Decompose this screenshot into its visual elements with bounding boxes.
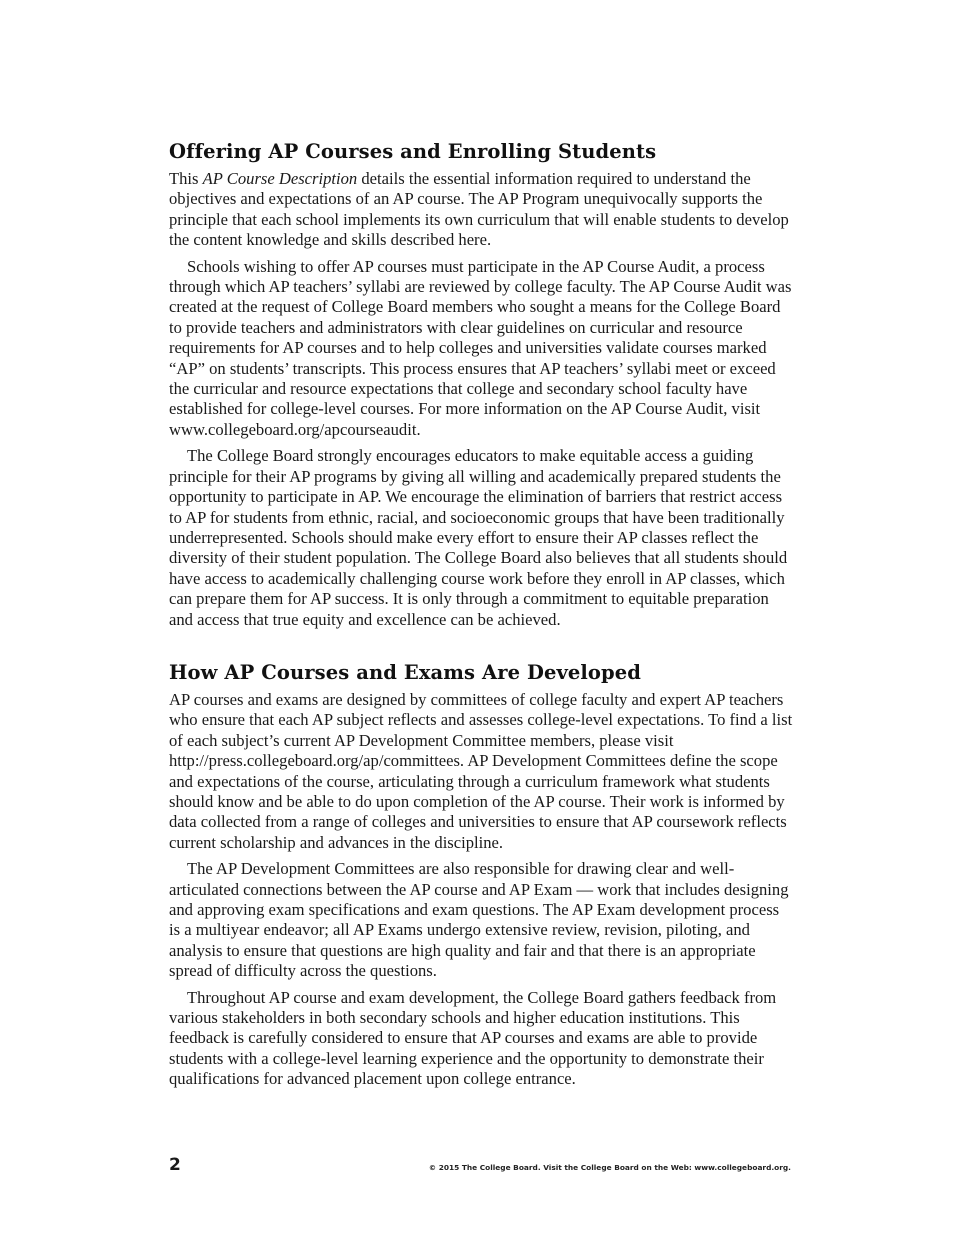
paragraph-course-audit: Schools wishing to offer AP courses must participate in the AP Course Audit, a process through which AP teachers’ syllabi are reviewed by college faculty. The AP Course Audit was created at the request of College Board members who sought a means for the College Board to provide teachers and administrators with clear guidelines on curricular and resource requirements for AP courses and to help colleges and universities validate courses marked “AP” on students’ transcripts. This process ensures that AP teachers’ syllabi meet or exceed the curricular and resource expectations that college and secondary school faculty have established for college-level courses. For more information on the AP Course Audit, visit www.collegeboard.org/apcourseaudit. xyxy=(169,256,792,439)
section-heading-development: How AP Courses and Exams Are Developed xyxy=(169,660,642,684)
course-description-title: AP Course Description xyxy=(202,169,358,188)
paragraph-course-description xyxy=(169,169,793,251)
paragraph-feedback: Throughout AP course and exam development, the College Board gathers feedback from various stakeholders in both secondary schools and higher education institutions. This feedback is carefully considered to ensure that AP courses and exams are able to provide students with a college-level learning experience and the opportunity to demonstrate their qualifications for advanced placement upon college entrance. xyxy=(169,987,777,1089)
page-footer xyxy=(169,1155,793,1181)
copyright-notice: © 2015 The College Board. Visit the College Board on the Web: www.collegeboard.org. xyxy=(428,1163,791,1172)
paragraph-text: This xyxy=(169,169,203,188)
paragraph-equitable-access: The College Board strongly encourages educators to make equitable access a guiding principle for their AP programs by giving all willing and academically prepared students the opportunity to participate in AP. We encourage the elimination of barriers that restrict access to AP for students from ethnic, racial, and socioeconomic groups that have been traditionally underrepresented. Schools should make every effort to ensure their AP classes reflect the diversity of their student population. The College Board also believes that all students should have access to academically challenging course work before they enroll in AP classes, which can prepare them for AP success. It is only through a commitment to equitable preparation and access that true equity and excellence can be achieved. xyxy=(169,446,788,629)
paragraph-text: details the essential information required to understand the objectives and expectations of an AP course. The AP Program unequivocally supports the principle that each school implements its own curriculum that will enable students to develop the content knowledge and skills described here. xyxy=(169,169,789,250)
page-content xyxy=(169,138,793,1096)
paragraph-committees: AP courses and exams are designed by committees of college faculty and expert AP teachers who ensure that each AP subject reflects and assesses college-level expectations. To find a list of each subject’s current AP Development Committee members, please visit http://press.collegeboard.org/ap/committees. AP Development Committees define the scope and expectations of the course, articulating through a curriculum framework what students should know and be able to do upon completion of the AP course. Their work is informed by data collected from a range of colleges and universities to ensure that AP coursework reflects current scholarship and advances in the discipline. xyxy=(169,689,793,852)
page-number: 2 xyxy=(169,1155,181,1175)
paragraph-exam-development: The AP Development Committees are also responsible for drawing clear and well-articulated connections between the AP course and AP Exam — work that includes designing and approving exam specifications and exam questions. The AP Exam development process is a multiyear endeavor; all AP Exams undergo extensive review, revision, piloting, and analysis to ensure that questions are high quality and fair and that there is an appropriate spread of difficulty across the questions. xyxy=(169,859,789,981)
section-heading-offering: Offering AP Courses and Enrolling Students xyxy=(169,140,657,163)
